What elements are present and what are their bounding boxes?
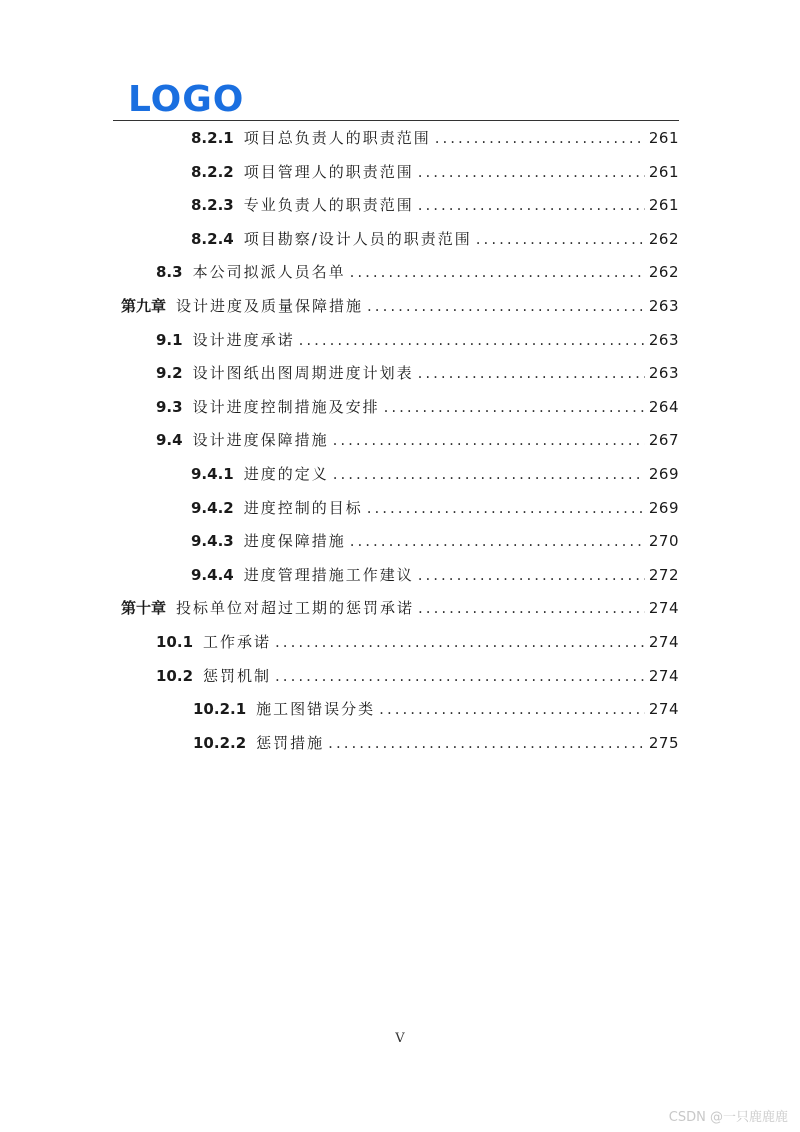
toc-entry-title: 项目总负责人的职责范围 — [243, 129, 431, 147]
toc-leader-dots — [275, 666, 645, 686]
toc-entry-number: 9.4.3 — [191, 532, 234, 551]
toc-entry-title: 投标单位对超过工期的惩罚承诺 — [176, 599, 415, 618]
toc-entry-number: 9.4 — [156, 431, 183, 450]
toc-entry[interactable] — [193, 733, 679, 753]
toc-leader-dots — [275, 632, 645, 652]
toc-entry[interactable] — [191, 229, 679, 249]
toc-entry[interactable] — [191, 464, 679, 484]
toc-leader-dots — [379, 699, 645, 719]
page-number: V — [395, 1031, 405, 1046]
toc-entry-title: 惩罚措施 — [256, 733, 325, 752]
toc-entry[interactable] — [156, 666, 679, 686]
toc-entry[interactable] — [191, 498, 679, 518]
toc-leader-dots — [418, 195, 645, 215]
toc-entry-title: 进度控制的目标 — [243, 498, 363, 517]
toc-entry-page: 274 — [648, 700, 679, 719]
toc-entry-page: 261 — [648, 129, 679, 147]
toc-entry-page: 262 — [648, 263, 679, 282]
toc-entry-number: 8.2.3 — [191, 196, 234, 215]
toc-entry[interactable] — [121, 296, 679, 316]
toc-entry-page: 274 — [648, 633, 679, 651]
toc-entry-number: 9.2 — [156, 364, 183, 383]
toc-entry-title: 设计进度保障措施 — [192, 431, 329, 450]
toc-entry-number: 8.3 — [156, 263, 183, 282]
toc-leader-dots — [328, 733, 645, 753]
toc-entry[interactable] — [191, 162, 679, 182]
toc-entry-page: 264 — [648, 397, 679, 416]
toc-entry-title: 设计图纸出图周期进度计划表 — [192, 364, 414, 383]
toc-leader-dots — [367, 296, 645, 316]
toc-entry-number: 10.1 — [156, 633, 194, 651]
toc-entry-page: 263 — [648, 297, 679, 315]
toc-entry-page: 275 — [648, 733, 679, 752]
toc-leader-dots — [418, 565, 645, 585]
toc-entry-number: 8.2.2 — [191, 162, 234, 181]
toc-entry-page: 261 — [648, 196, 679, 215]
toc-entry-page: 269 — [648, 465, 679, 483]
toc-entry-page: 272 — [648, 565, 679, 584]
toc-entry-title: 设计进度及质量保障措施 — [176, 297, 364, 315]
toc-leader-dots — [350, 531, 645, 551]
toc-entry-page: 270 — [648, 532, 679, 551]
toc-entry-title: 进度保障措施 — [243, 532, 346, 551]
toc-entry-title: 设计进度承诺 — [192, 330, 295, 349]
toc-entry-title: 进度管理措施工作建议 — [243, 565, 414, 584]
toc-entry-title: 施工图错误分类 — [256, 700, 376, 719]
toc-entry-number: 9.1 — [156, 330, 183, 349]
toc-entry[interactable] — [156, 262, 679, 282]
toc-entry-number: 8.2.4 — [191, 229, 234, 248]
toc-entry[interactable] — [156, 363, 679, 383]
toc-entry-title: 工作承诺 — [203, 633, 272, 651]
toc-entry-title: 项目管理人的职责范围 — [243, 162, 414, 181]
toc-entry-page: 263 — [648, 330, 679, 349]
toc-leader-dots — [476, 229, 645, 249]
toc-entry-number: 9.4.2 — [191, 498, 234, 517]
toc-entry-number: 8.2.1 — [191, 129, 234, 147]
toc-leader-dots — [384, 397, 645, 417]
toc-entry[interactable] — [191, 195, 679, 215]
toc-entry-title: 进度的定义 — [243, 465, 329, 483]
toc-entry[interactable] — [156, 430, 679, 450]
toc-entry[interactable] — [191, 565, 679, 585]
toc-entry-number: 9.3 — [156, 397, 183, 416]
toc-entry-page: 263 — [648, 364, 679, 383]
toc-leader-dots — [367, 498, 645, 518]
toc-leader-dots — [418, 598, 645, 618]
toc-entry-page: 262 — [648, 229, 679, 248]
toc-entry-number: 第九章 — [121, 297, 167, 315]
toc-entry-number: 第十章 — [121, 599, 167, 618]
toc-leader-dots — [418, 363, 645, 383]
toc-entry-number: 9.4.4 — [191, 565, 234, 584]
toc-leader-dots — [333, 464, 645, 484]
toc-entry[interactable] — [156, 330, 679, 350]
header-divider — [113, 120, 679, 121]
logo: LOGO — [128, 79, 245, 120]
toc-entry-page: 274 — [648, 666, 679, 685]
toc-entry-number: 10.2.2 — [193, 733, 247, 752]
toc-entry-page: 274 — [648, 599, 679, 618]
toc-entry-title: 惩罚机制 — [203, 666, 272, 685]
toc-leader-dots — [299, 330, 645, 350]
toc-entry-page: 267 — [648, 431, 679, 450]
toc-entry[interactable] — [191, 128, 679, 148]
watermark: CSDN @一只鹿鹿鹿 — [668, 1110, 788, 1125]
toc-entry-number: 10.2.1 — [193, 700, 247, 719]
toc-entry-title: 项目勘察/设计人员的职责范围 — [243, 229, 472, 248]
toc-leader-dots — [435, 128, 645, 148]
toc-entry-title: 专业负责人的职责范围 — [243, 196, 414, 215]
toc-leader-dots — [350, 262, 645, 282]
toc-entry-number: 9.4.1 — [191, 465, 234, 483]
toc-entry-page: 261 — [648, 162, 679, 181]
toc-entry[interactable] — [121, 598, 679, 618]
toc-entry[interactable] — [156, 632, 679, 652]
toc-entry-number: 10.2 — [156, 666, 194, 685]
toc-leader-dots — [418, 162, 645, 182]
toc-leader-dots — [333, 430, 645, 450]
toc-entry-page: 269 — [648, 498, 679, 517]
toc-entry-title: 本公司拟派人员名单 — [192, 263, 346, 282]
toc-entry-title: 设计进度控制措施及安排 — [192, 397, 380, 416]
toc-entry[interactable] — [191, 531, 679, 551]
toc-entry[interactable] — [156, 397, 679, 417]
toc-entry[interactable] — [193, 699, 679, 719]
